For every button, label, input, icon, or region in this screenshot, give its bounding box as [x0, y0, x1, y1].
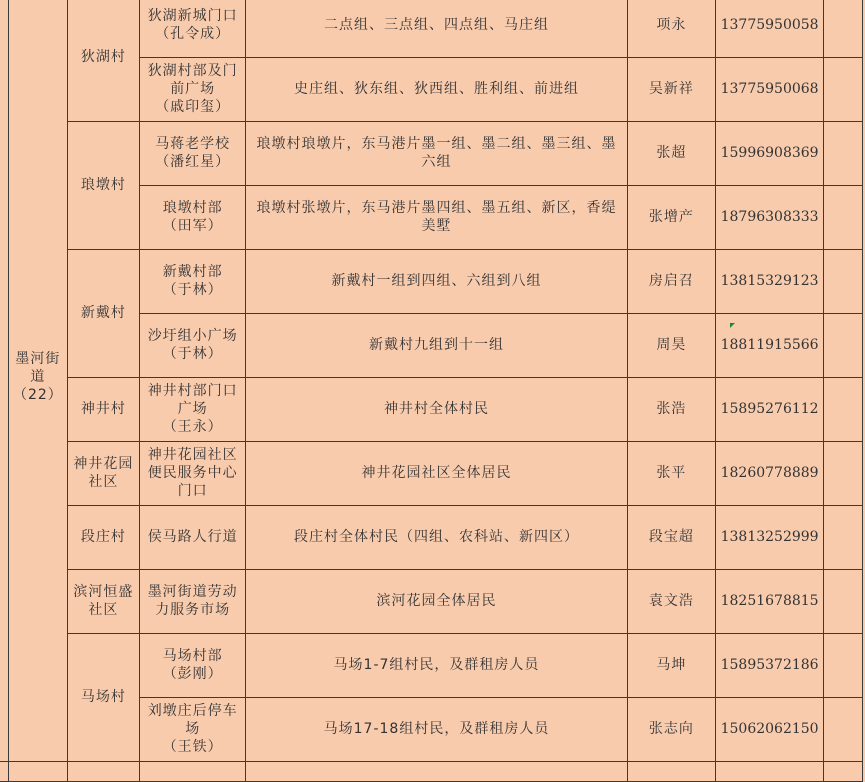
village-cell[interactable]: 段庄村 — [67, 505, 139, 569]
empty-cell[interactable] — [824, 377, 863, 441]
empty-cell[interactable] — [824, 633, 863, 697]
phone-cell[interactable]: 15895372186 — [716, 633, 824, 697]
table-row — [0, 761, 863, 781]
cell-line: 广场 — [177, 401, 208, 417]
phone-cell[interactable]: 15895276112 — [716, 377, 824, 441]
village-cell[interactable]: 新戴村 — [67, 249, 139, 377]
cell-line: 神井花园 — [73, 456, 134, 472]
phone-cell[interactable]: 18811915566 — [716, 313, 824, 377]
cell-line: 门口 — [177, 483, 208, 499]
empty-cell[interactable] — [627, 761, 716, 781]
site-cell[interactable] — [139, 249, 245, 313]
contact-cell[interactable]: 马坤 — [627, 633, 716, 697]
area-cell[interactable]: 琅墩村琅墩片，东马港片墨一组、墨二组、墨三组、墨六组 — [246, 121, 627, 185]
empty-cell[interactable] — [824, 313, 863, 377]
contact-cell[interactable]: 项永 — [627, 0, 716, 57]
area-cell[interactable]: 二点组、三点组、四点组、马庄组 — [246, 0, 627, 57]
cell-line: （田军） — [162, 218, 223, 234]
site-cell[interactable] — [139, 185, 245, 249]
cell-line: （王铁） — [162, 739, 223, 755]
contact-cell[interactable]: 房启召 — [627, 249, 716, 313]
empty-cell[interactable] — [0, 761, 8, 781]
area-cell[interactable]: 新戴村九组到十一组 — [246, 313, 627, 377]
area-cell[interactable]: 马场1-7组村民，及群租房人员 — [246, 633, 627, 697]
area-cell[interactable]: 新戴村一组到四组、六组到八组 — [246, 249, 627, 313]
site-cell[interactable] — [139, 569, 245, 633]
cell-line: 滨河恒盛 — [73, 584, 134, 600]
area-cell[interactable]: 段庄村全体村民（四组、农科站、新四区） — [246, 505, 627, 569]
street-count: （22） — [12, 387, 63, 403]
table-row — [0, 633, 863, 697]
cell-line: 刘墩庄后停车 — [147, 703, 238, 719]
empty-cell[interactable] — [824, 505, 863, 569]
cell-line: 便民服务中心 — [147, 465, 238, 481]
contact-cell[interactable]: 张浩 — [627, 377, 716, 441]
table-row — [0, 0, 863, 57]
area-cell[interactable]: 马场17-18组村民，及群租房人员 — [246, 697, 627, 761]
site-cell[interactable] — [139, 505, 245, 569]
empty-cell[interactable] — [8, 761, 67, 781]
empty-cell[interactable] — [824, 441, 863, 505]
comment-marker — [730, 323, 735, 328]
table-row — [0, 249, 863, 313]
empty-cell[interactable] — [824, 185, 863, 249]
table-row — [0, 569, 863, 633]
cell-line: 社区 — [88, 474, 119, 490]
village-cell[interactable]: 马场村 — [67, 633, 139, 761]
site-cell[interactable] — [139, 441, 245, 505]
phone-cell[interactable]: 13775950068 — [716, 57, 824, 121]
cell-line: 狄湖村部及门 — [147, 63, 238, 79]
site-cell[interactable] — [139, 121, 245, 185]
area-cell[interactable]: 神井花园社区全体居民 — [246, 441, 627, 505]
cell-line: 马场村部 — [162, 648, 223, 664]
cell-line: 琅墩村部 — [162, 200, 223, 216]
cell-line: （王永） — [162, 419, 223, 435]
contact-cell[interactable]: 张增产 — [627, 185, 716, 249]
phone-cell[interactable]: 18260778889 — [716, 441, 824, 505]
cell-line: 狄湖新城门口 — [147, 8, 238, 24]
cell-line: （彭刚） — [162, 666, 223, 682]
empty-cell[interactable] — [824, 249, 863, 313]
contact-cell[interactable]: 周昊 — [627, 313, 716, 377]
cell-line: （戚印玺） — [155, 99, 231, 115]
contact-cell[interactable]: 张志向 — [627, 697, 716, 761]
site-cell[interactable] — [139, 697, 245, 761]
contact-cell[interactable]: 袁文浩 — [627, 569, 716, 633]
empty-cell[interactable] — [716, 761, 824, 781]
village-cell[interactable]: 琅墩村 — [67, 121, 139, 249]
site-cell[interactable] — [139, 57, 245, 121]
phone-cell[interactable]: 18251678815 — [716, 569, 824, 633]
cell-line: （于林） — [162, 346, 223, 362]
cell-line: 神井村部门口 — [147, 383, 238, 399]
empty-cell[interactable] — [67, 761, 139, 781]
cell-line: （孔令成） — [155, 26, 231, 42]
empty-cell[interactable] — [139, 761, 245, 781]
cell-line: 沙圩组小广场 — [147, 328, 238, 344]
contact-cell[interactable]: 张超 — [627, 121, 716, 185]
phone-cell[interactable]: 15062062150 — [716, 697, 824, 761]
cell-line: 场 — [185, 721, 201, 737]
phone-cell[interactable]: 13775950058 — [716, 0, 824, 57]
site-cell[interactable] — [139, 0, 245, 57]
empty-cell[interactable] — [824, 697, 863, 761]
cell-line: 马蒋老学校 — [155, 136, 231, 152]
empty-cell[interactable] — [824, 761, 863, 781]
contact-cell[interactable]: 吴新祥 — [627, 57, 716, 121]
street-cell[interactable] — [8, 0, 67, 761]
street-name: 墨河街道 — [15, 351, 61, 385]
cell-line: 侯马路人行道 — [147, 529, 238, 545]
site-cell[interactable] — [139, 377, 245, 441]
area-cell[interactable]: 史庄组、狄东组、狄西组、胜利组、前进组 — [246, 57, 627, 121]
village-cell[interactable]: 神井村 — [67, 377, 139, 441]
area-cell[interactable]: 琅墩村张墩片，东马港片墨四组、墨五组、新区，香缇美墅 — [246, 185, 627, 249]
site-cell[interactable] — [139, 313, 245, 377]
village-cell[interactable]: 狄湖村 — [67, 0, 139, 121]
cell-line: 墨河街道劳动 — [147, 584, 238, 600]
cell-line: 社区 — [88, 602, 119, 618]
table-row — [0, 377, 863, 441]
phone-cell[interactable]: 18796308333 — [716, 185, 824, 249]
empty-cell[interactable] — [824, 0, 863, 57]
phone-cell[interactable]: 15996908369 — [716, 121, 824, 185]
contact-cell[interactable]: 张平 — [627, 441, 716, 505]
empty-cell[interactable] — [824, 57, 863, 121]
empty-cell[interactable] — [246, 761, 627, 781]
phone-cell[interactable]: 13813252999 — [716, 505, 824, 569]
empty-cell[interactable] — [824, 121, 863, 185]
cell-line: （于林） — [162, 282, 223, 298]
cell-line: 前广场 — [170, 81, 216, 97]
empty-cell[interactable] — [824, 569, 863, 633]
area-cell[interactable]: 神井村全体村民 — [246, 377, 627, 441]
village-cell[interactable] — [67, 569, 139, 633]
area-cell[interactable]: 滨河花园全体居民 — [246, 569, 627, 633]
table-row — [0, 121, 863, 185]
blank-cell[interactable] — [0, 0, 8, 761]
phone-cell[interactable]: 13815329123 — [716, 249, 824, 313]
cell-line: 神井花园社区 — [147, 447, 238, 463]
table-row — [0, 441, 863, 505]
village-cell[interactable] — [67, 441, 139, 505]
cell-line: （潘红星） — [155, 154, 231, 170]
site-cell[interactable] — [139, 633, 245, 697]
table-row — [0, 505, 863, 569]
contact-cell[interactable]: 段宝超 — [627, 505, 716, 569]
cell-line: 新戴村部 — [162, 264, 223, 280]
cell-line: 力服务市场 — [155, 602, 231, 618]
